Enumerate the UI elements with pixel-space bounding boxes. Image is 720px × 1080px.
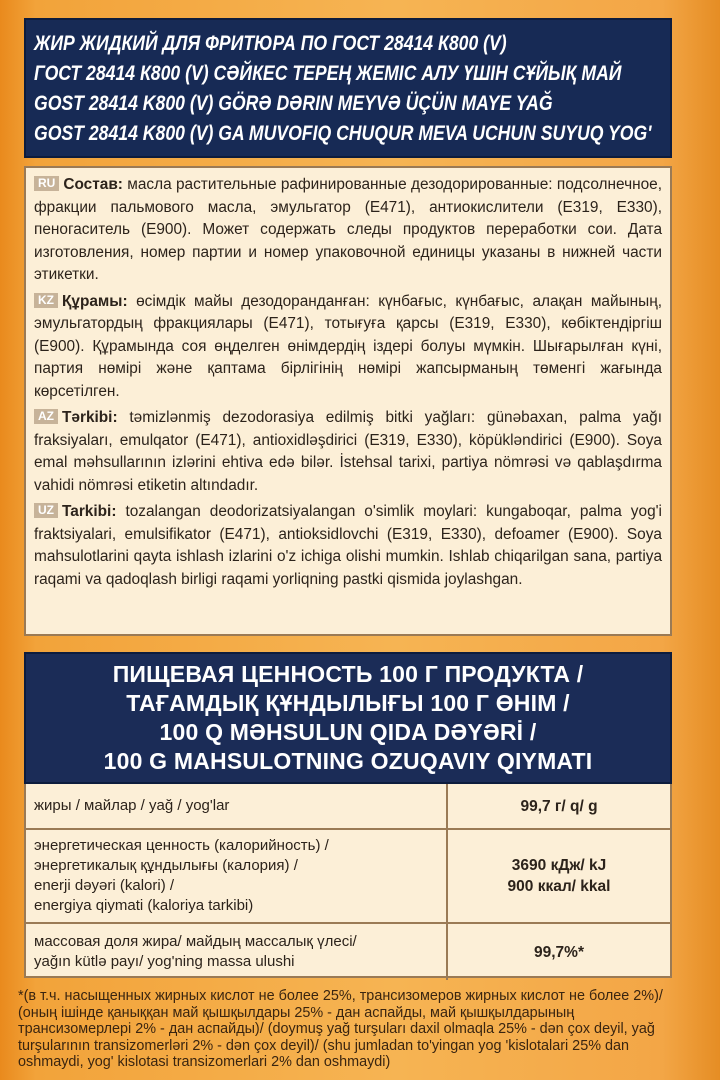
product-title-panel (24, 18, 672, 158)
nutrition-label-cell (26, 784, 448, 828)
composition-text-ru: масла растительные рафинированные дезодорированные: подсолнечное, фракции пальмового масла, эмульгатор (Е471), антиокислители (Е319, Е330), пеногаситель (Е900). Может содержать следы продуктов переработки сои. Дата изготовления, номер партии и номер упаковочной единицы указаны в нижней части этикетки. (34, 176, 662, 283)
nutrition-label: энергетическая ценность (калорийность) / (34, 837, 329, 854)
nutrition-row-fat-share (26, 922, 670, 980)
composition-heading-kz: Құрамы: (62, 292, 128, 310)
nutrition-row-fat (26, 784, 670, 828)
title-line-az: GOST 28414 K800 (V) GÖRƏ DƏRIN MEYVƏ ÜÇÜN MAYE YAĞ (34, 91, 553, 115)
lang-tag-kz: KZ (34, 293, 58, 308)
composition-heading-az: Tərkibi: (62, 409, 118, 426)
nutrition-table (24, 784, 672, 978)
composition-heading-uz: Tarkibi: (62, 503, 117, 520)
nutrition-title-uz: 100 G MAHSULOTNING OZUQAVIY QIYMATI (103, 748, 593, 774)
lang-tag-az: AZ (34, 409, 58, 424)
composition-heading-ru: Состав: (63, 176, 123, 193)
composition-text-kz: өсімдік майы дезодоранданған: күнбағыс, күнбағыс, алақан майының, эмульгатордың фракциялары (Е471), тотығуға қарсы (Е319, Е330), көбіктендіргіш (Е900). Құрамында соя өңделген өнімдердің іздері болуы мүмкін. Шығарылған күні, партия нөмірі және қаптама бірлігінің нөмірі жапсырманың төменгі жағында көрсетілген. (34, 292, 662, 400)
title-line-uz: GOST 28414 K800 (V) GA MUVOFIQ CHUQUR MEVA UCHUN SUYUQ YOG' (34, 121, 652, 145)
nutrition-label: энергетикалық құндылығы (калория) / (34, 857, 298, 874)
nutrition-title-ru: ПИЩЕВАЯ ЦЕННОСТЬ 100 Г ПРОДУКТА / (112, 661, 584, 687)
nutrition-value-cell (448, 924, 670, 980)
nutrition-title-kz: ТАҒАМДЫҚ ҚҰНДЫЛЫҒЫ 100 Г ӨНІМ / (126, 690, 570, 716)
nutrition-title-az: 100 Q MƏHSULUN QIDA DƏYƏRİ / (159, 719, 537, 745)
nutrition-label: yağın kütlə payı/ yog'ning massa ulushi (34, 953, 295, 970)
nutrition-value-cell (448, 784, 670, 828)
footnote: *(в т.ч. насыщенных жирных кислот не более 25%, трансизомеров жирных кислот не более 2%)/ (оның ішінде қаныққан май қышқылдары 25% - дан аспайды, май қышқылдарының трансизомерлері 2% - дан аспайды)/ (doymuş yağ turşuları daxil olmaqla 25% - dən çox deyil, yağ turşularının transizomerləri 2% - dən çox deyil)/ (shu jumladan to'yingan yog 'kislotalari 25% dan oshmaydi, yog' kislotasi transizomerlari 2% dan oshmaydi) (18, 988, 663, 1071)
nutrition-label: enerji dəyəri (kalori) / (34, 877, 175, 894)
nutrition-value-cell (448, 830, 670, 922)
composition-text-az: təmizlənmiş dezodorasiya edilmiş bitki yağları: günəbaxan, palma yağı fraksiyaları, emulqator (E471), antioxidləşdirici (E319, E330), köpükləndirici (E900). Soya emal məhsullarının izlərini ehtiva edə bilər. İstehsal tarixi, partiya nömrəsi və qablaşdırma vahidi nömrəsi etiketin altındadır. (34, 409, 662, 494)
composition-az (34, 407, 662, 497)
title-line-kz: ГОСТ 28414 К800 (V) СӘЙКЕС ТЕРЕҢ ЖЕМІС АЛУ ҮШІН СҰЙЫҚ МАЙ (34, 61, 622, 85)
nutrition-label-cell (26, 830, 448, 922)
composition-uz (34, 501, 662, 591)
nutrition-label: массовая доля жира/ майдың массалық үлесі/ (34, 933, 357, 950)
nutrition-row-energy (26, 828, 670, 922)
nutrition-value: 99,7 г/ q/ g (520, 797, 598, 815)
lang-tag-uz: UZ (34, 503, 58, 518)
composition-panel (24, 166, 672, 636)
nutrition-value: 99,7%* (534, 943, 584, 961)
nutrition-label: жиры / майлар / yağ / yog'lar (34, 797, 230, 814)
lang-tag-ru: RU (34, 176, 59, 191)
nutrition-value: 900 ккал/ kkal (507, 878, 611, 895)
composition-text-uz: tozalangan deodorizatsiyalangan o'simlik moylari: kungaboqar, palma yog'i fraktsiyalari, emulsifikator (E471), antioksidlovchi (E319, E330), defoamer (E900). Soya mahsulotlarini qayta ishlash izlarini o'z ichiga olishi mumkin. Ishlab chiqarilgan sana, partiya raqami va qadoqlash birligi raqami yorliqning pastki qismida joylashgan. (34, 503, 662, 588)
nutrition-value: 3690 кДж/ kJ (511, 857, 607, 874)
composition-kz (34, 291, 662, 404)
composition-ru (34, 174, 662, 287)
title-line-ru: ЖИР ЖИДКИЙ ДЛЯ ФРИТЮРА ПО ГОСТ 28414 К800 (V) (34, 31, 507, 55)
nutrition-label: energiya qiymati (kaloriya tarkibi) (34, 897, 254, 914)
nutrition-label-cell (26, 924, 448, 980)
nutrition-header (24, 652, 672, 784)
